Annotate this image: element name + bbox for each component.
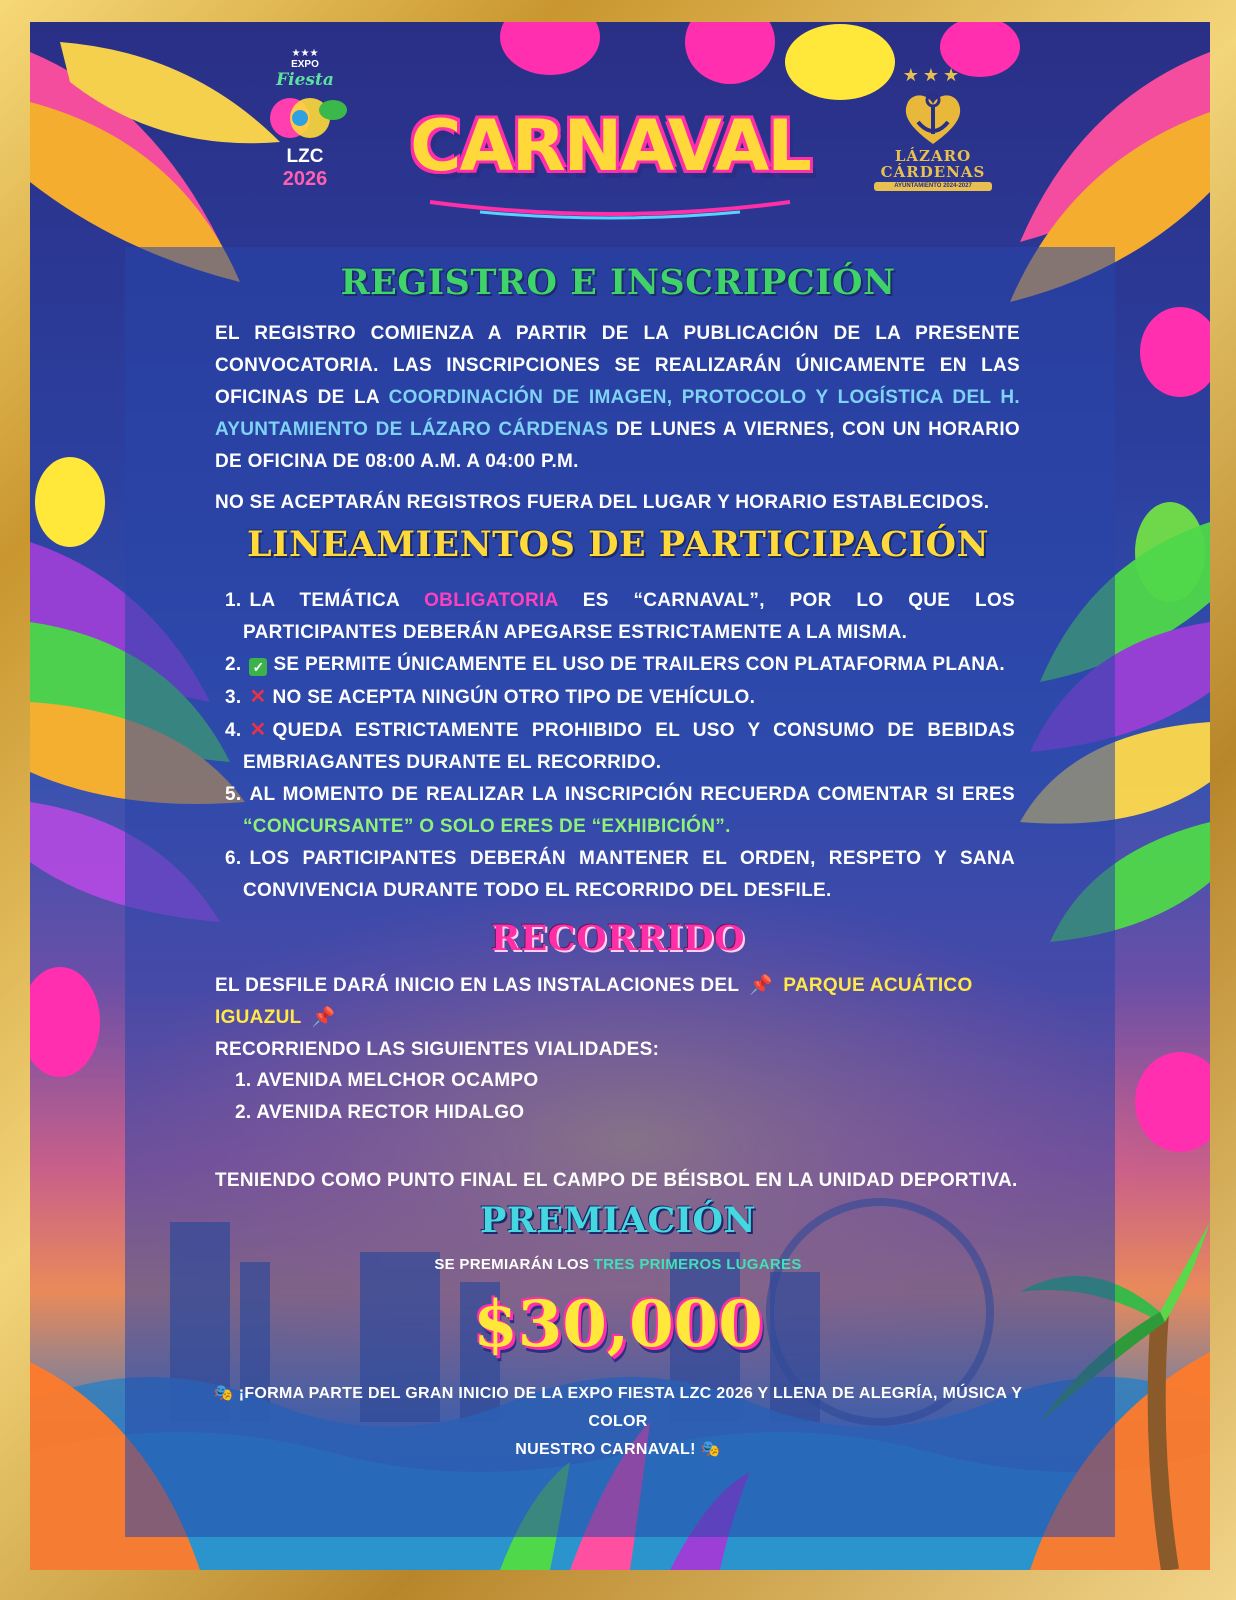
list-item: [225, 585, 1015, 649]
list-item: [225, 681, 1015, 714]
list-item: [225, 714, 1015, 779]
item-number: 6.: [225, 848, 242, 869]
expo-fiesta-logo: [255, 48, 355, 218]
stars-icon: ★★★: [291, 48, 319, 59]
anchor-heart-emblem-icon: [898, 86, 968, 148]
item-text: SE PERMITE ÚNICAMENTE EL USO DE TRAILERS CON PLATAFORMA PLANA.: [273, 654, 1005, 675]
water-park-highlight: PARQUE ACUÁTICO IGUAZUL: [215, 975, 973, 1028]
coordination-office-highlight: COORDINACIÓN DE IMAGEN, PROTOCOLO Y LOGÍSTICA DEL H. AYUNTAMIENTO DE LÁZARO CÁRDENAS: [215, 387, 1020, 440]
cross-mark-icon: ✕: [249, 686, 267, 708]
top-three-highlight: TRES PRIMEROS LUGARES: [593, 1256, 802, 1273]
item-number: 1.: [225, 590, 242, 611]
recorrido-intro-start: EL DESFILE DARÁ INICIO EN LAS INSTALACIONES DEL: [215, 975, 740, 996]
carnaval-title-text: CARNAVAL: [410, 105, 810, 187]
list-item: [235, 1065, 538, 1097]
recorrido-final: TENIENDO COMO PUNTO FINAL EL CAMPO DE BÉISBOL EN LA UNIDAD DEPORTIVA.: [215, 1170, 1018, 1191]
item-number: 3.: [225, 687, 242, 708]
carnival-mask-icon: 🎭: [213, 1385, 234, 1402]
premiacion-heading: PREMIACIÓN: [479, 1200, 757, 1241]
registro-paragraph: [215, 318, 1020, 478]
registro-notice: NO SE ACEPTARÁN REGISTROS FUERA DEL LUGAR Y HORARIO ESTABLECIDOS.: [215, 492, 990, 513]
street-list: [235, 1065, 538, 1129]
closing-line-1: ¡FORMA PARTE DEL GRAN INICIO DE LA EXPO FIESTA LZC 2026 Y LLENA DE ALEGRÍA, MÚSICA Y COLOR: [238, 1385, 1023, 1430]
street-number: 1.: [235, 1070, 252, 1091]
street-name: AVENIDA MELCHOR OCAMPO: [256, 1070, 539, 1091]
closing-line-2: NUESTRO CARNAVAL!: [515, 1441, 696, 1458]
item-text-end: ES “CARNAVAL”, POR LO QUE LOS PARTICIPANTES DEBERÁN APEGARSE ESTRICTAMENTE A LA MISMA.: [243, 590, 1016, 643]
item-text-start: LA TEMÁTICA: [249, 590, 425, 611]
pushpin-icon: 📌: [311, 1007, 336, 1028]
pushpin-icon: 📌: [749, 975, 774, 996]
municipality-tagline: AYUNTAMIENTO 2024-2027: [874, 182, 992, 191]
street-number: 2.: [235, 1102, 252, 1123]
expo-logo-label: EXPO: [291, 59, 319, 70]
list-item: [225, 779, 1015, 843]
registro-text-end: DE LUNES A VIERNES, CON UN HORARIO DE OFICINA DE 08:00 A.M. A 04:00 P.M.: [215, 419, 1020, 472]
municipality-name-line1: LÁZARO: [894, 147, 972, 165]
participant-type-highlight: “CONCURSANTE” O SOLO ERES DE “EXHIBICIÓN”.: [243, 816, 731, 837]
premiacion-subtitle-start: SE PREMIARÁN LOS: [434, 1256, 594, 1273]
item-number: 5.: [225, 784, 242, 805]
recorrido-intro-end: RECORRIENDO LAS SIGUIENTES VIALIDADES:: [215, 1039, 660, 1060]
closing-message: [200, 1380, 1036, 1464]
municipality-name-line2: CÁRDENAS: [880, 163, 986, 181]
mandatory-highlight: OBLIGATORIA: [424, 590, 558, 611]
street-name: AVENIDA RECTOR HIDALGO: [256, 1102, 525, 1123]
title-swoosh-icon: [420, 196, 800, 220]
registro-text-start: EL REGISTRO COMIENZA A PARTIR DE LA PUBLICACIÓN DE LA PRESENTE CONVOCATORIA. LAS INSCRIPCIONES SE REALIZARÁN ÚNICAMENTE EN LAS OFICINAS DE LA: [215, 323, 1020, 408]
carnival-mask-icon: 🎭: [700, 1441, 721, 1458]
recorrido-intro: [215, 970, 1020, 1066]
sea-turtle-logo-icon: [255, 90, 355, 146]
lzc-logo-label: LZC: [286, 146, 324, 167]
item-text: QUEDA ESTRICTAMENTE PROHIBIDO EL USO Y CONSUMO DE BEBIDAS EMBRIAGANTES DURANTE EL RECORRIDO.: [243, 720, 1015, 773]
year-logo-label: 2026: [282, 168, 328, 190]
item-text-start: AL MOMENTO DE REALIZAR LA INSCRIPCIÓN RECUERDA COMENTAR SI ERES: [249, 784, 1015, 805]
list-item: [225, 843, 1015, 907]
stars-icon: ★★★: [902, 65, 964, 86]
item-number: 4.: [225, 720, 242, 741]
list-item: [235, 1097, 538, 1129]
lazaro-cardenas-logo: [868, 66, 998, 216]
item-text: NO SE ACEPTA NINGÚN OTRO TIPO DE VEHÍCULO.: [272, 687, 756, 708]
registro-heading: REGISTRO E INSCRIPCIÓN: [340, 262, 896, 303]
carnaval-title: [410, 96, 810, 226]
premiacion-subtitle: [0, 1253, 1236, 1277]
item-number: 2.: [225, 654, 242, 675]
prize-amount: $30,000: [473, 1287, 763, 1362]
lineamientos-list: [225, 585, 1015, 907]
check-mark-icon: ✓: [249, 658, 267, 676]
cross-mark-icon: ✕: [249, 719, 267, 741]
list-item: [225, 649, 1015, 681]
item-text: LOS PARTICIPANTES DEBERÁN MANTENER EL ORDEN, RESPETO Y SANA CONVIVENCIA DURANTE TODO EL RECORRIDO DEL DESFILE.: [243, 848, 1015, 901]
fiesta-logo-label: Fiesta: [276, 70, 334, 90]
lineamientos-heading: LINEAMIENTOS DE PARTICIPACIÓN: [247, 524, 989, 565]
recorrido-heading: RECORRIDO: [491, 918, 745, 959]
